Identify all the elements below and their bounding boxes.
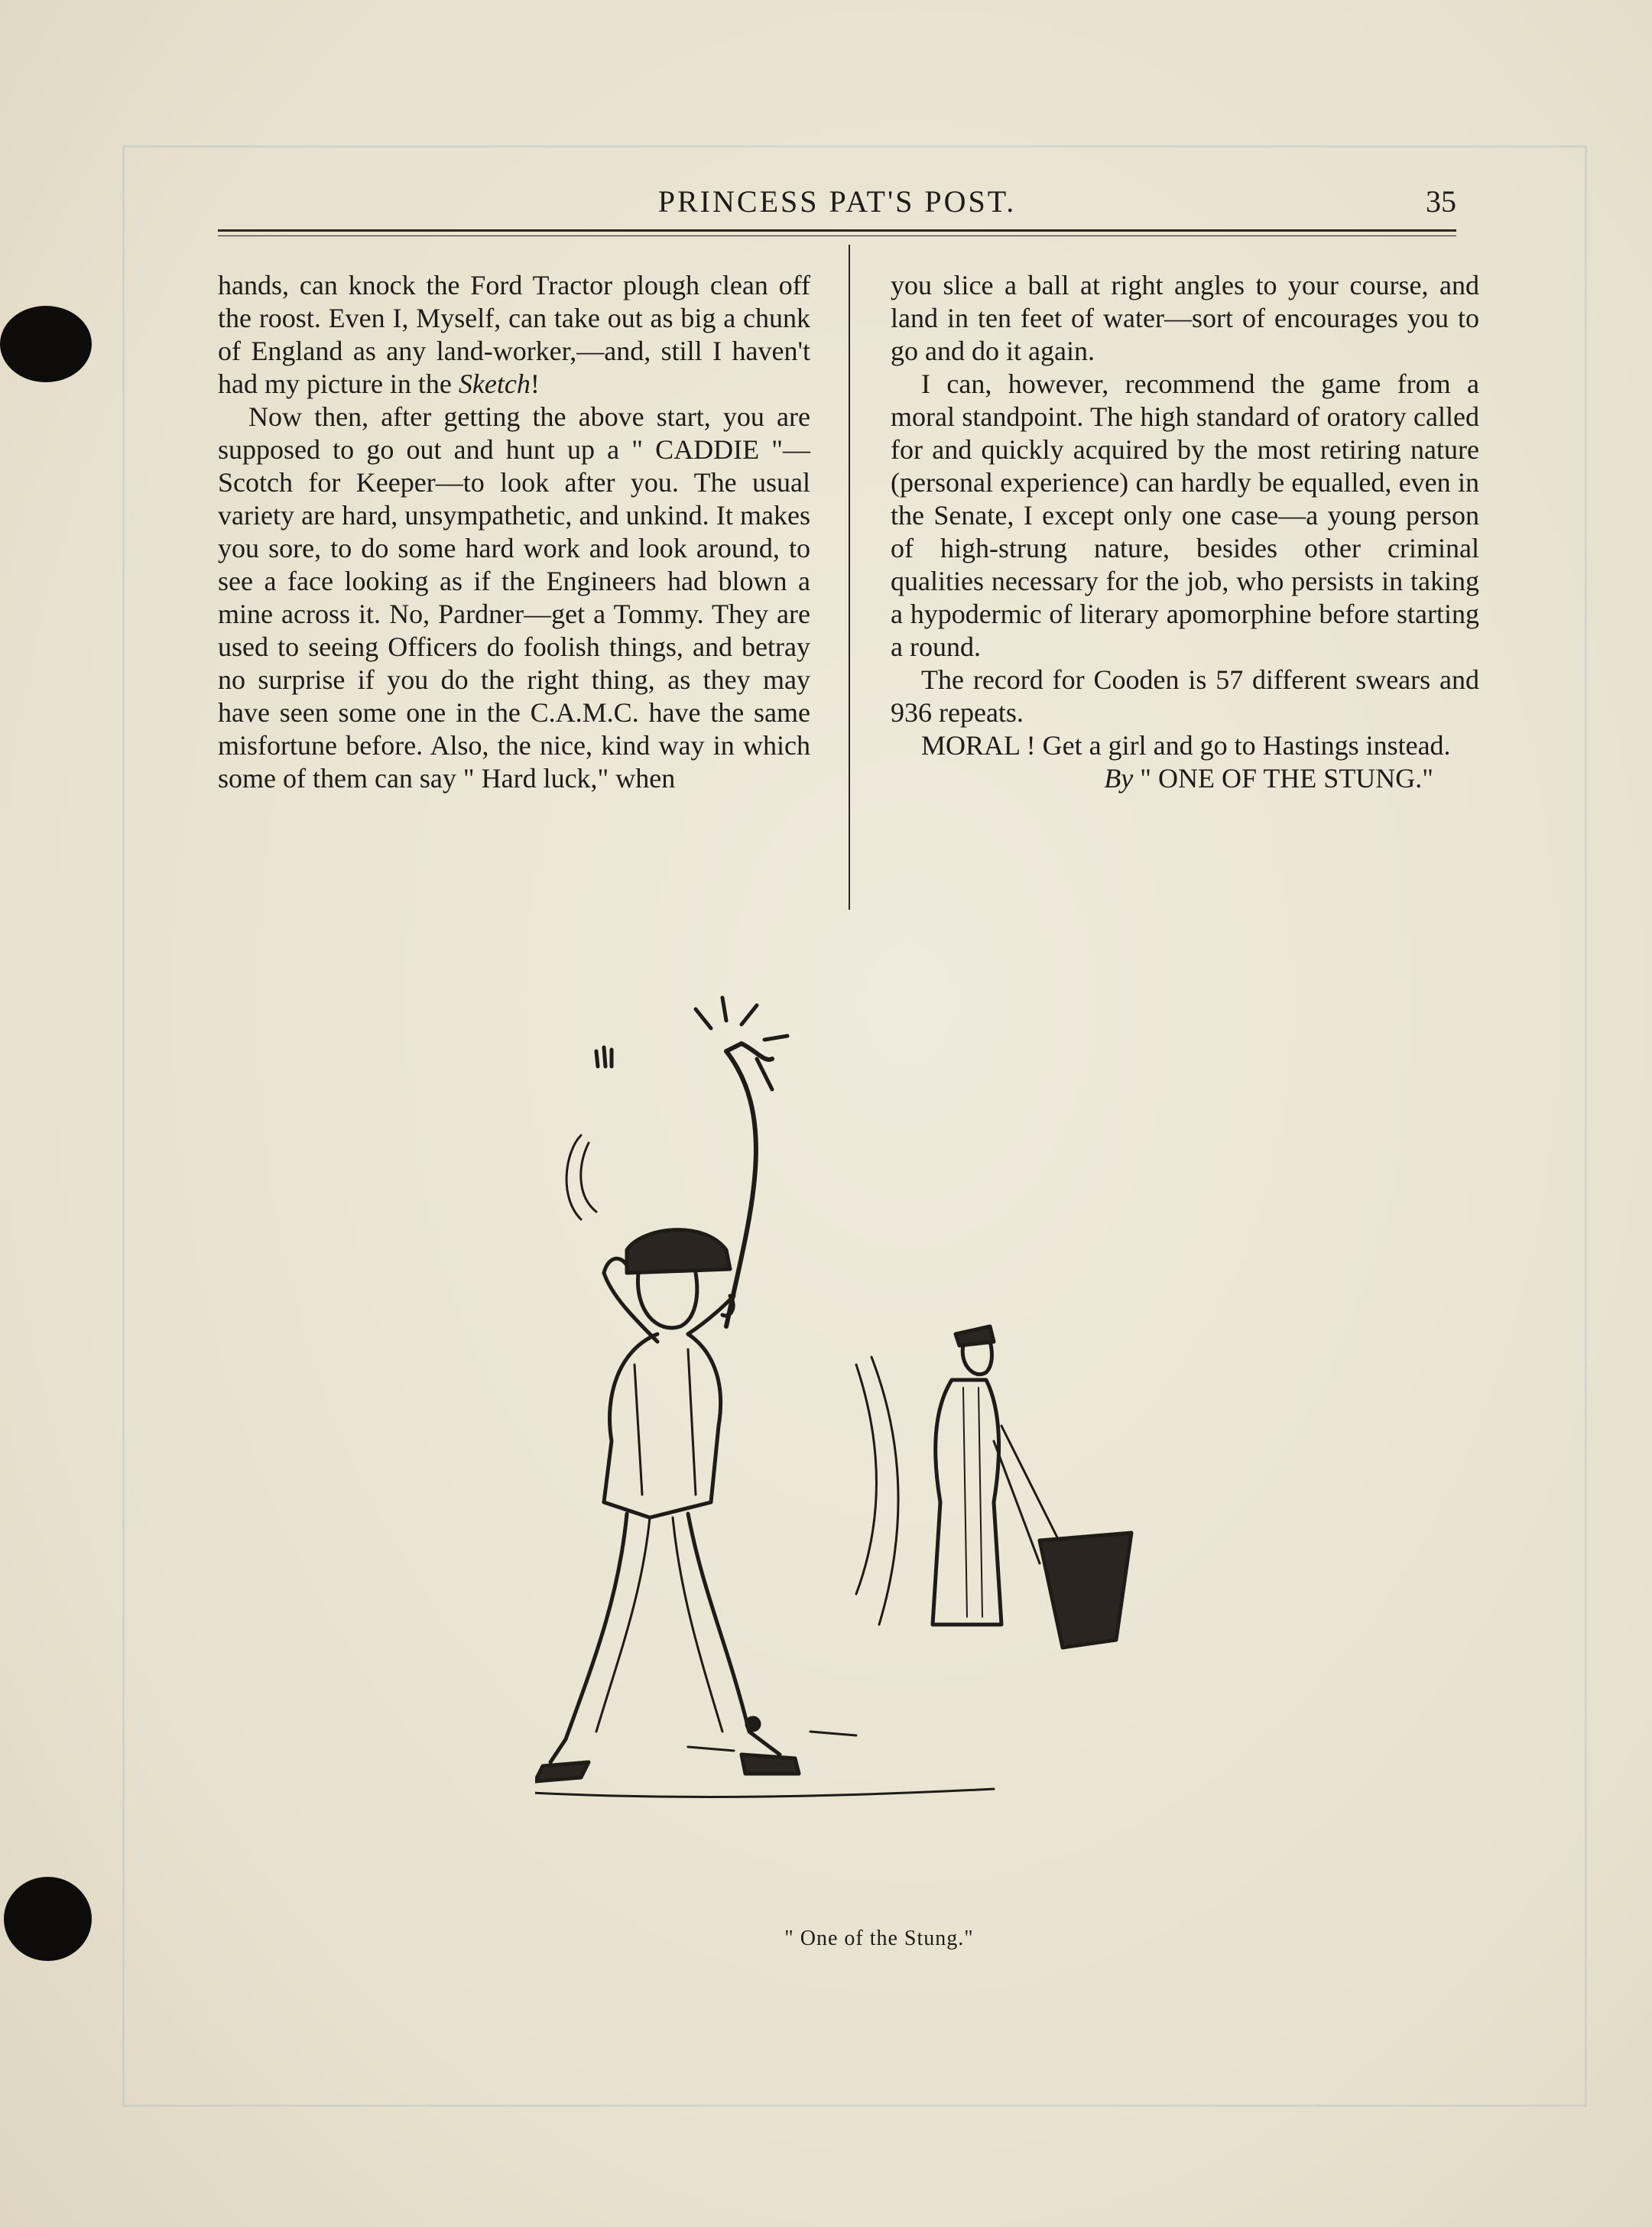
text-run: ! xyxy=(530,368,540,399)
paragraph: Now then, after getting the above start, you are supposed to go out and hunt up a " CADDIE "—Scotch for Keeper—to look after you. The usual variety are hard, unsympathetic, and unkind. It makes you sore, to do some hard work and look around, to see a face looking as if the Engineers had blown a mine across it. No, Pardner—get a Tommy. They are used to seeing Officers do foolish things, and betray no surprise if you do the right thing, as they may have seen some one in the C.A.M.C. have the same misfortune before. Also, the nice, kind way in which some of them can say " Hard luck," when xyxy=(218,401,810,794)
header-rule-thin xyxy=(218,235,1456,236)
page-header xyxy=(218,183,1456,229)
golfer-illustration xyxy=(535,967,1223,1900)
punch-hole-bottom xyxy=(4,1877,92,1961)
byline xyxy=(891,762,1479,795)
illustration-caption: " One of the Stung." xyxy=(784,1927,974,1950)
paragraph xyxy=(218,269,810,401)
left-column xyxy=(218,269,810,795)
byline-by: By xyxy=(1104,763,1134,794)
header-rule xyxy=(218,229,1456,232)
byline-name: " ONE OF THE STUNG." xyxy=(1133,763,1433,794)
magazine-title: PRINCESS PAT'S POST. xyxy=(657,184,1017,219)
page-number: 35 xyxy=(1426,184,1456,219)
punch-hole-top xyxy=(0,306,92,382)
paragraph: I can, however, recommend the game from a moral standpoint. The high standard of oratory called for and quickly acquired by the most retiring nature (personal experience) can hardly be equalled, even in the Senate, I except only one case—a young person of high-strung nature, besides other criminal qualities necessary for the job, who persists in taking a hypodermic of literary apomorphine before starting a round. xyxy=(891,368,1479,662)
right-column xyxy=(891,269,1479,795)
italic-title: Sketch xyxy=(458,368,531,399)
paragraph: MORAL ! Get a girl and go to Hastings instead. xyxy=(921,730,1451,761)
paragraph: you slice a ball at right angles to your course, and land in ten feet of water—sort of encourages you to go and do it again. xyxy=(891,270,1479,366)
paragraph: The record for Cooden is 57 different swears and 936 repeats. xyxy=(891,664,1479,728)
column-divider xyxy=(849,245,850,910)
text-run: hands, can knock the Ford Tractor plough clean off the roost. Even I, Myself, can take out as big a chunk of England as any land-worker,—and, still I haven't had my picture in the xyxy=(218,270,810,399)
